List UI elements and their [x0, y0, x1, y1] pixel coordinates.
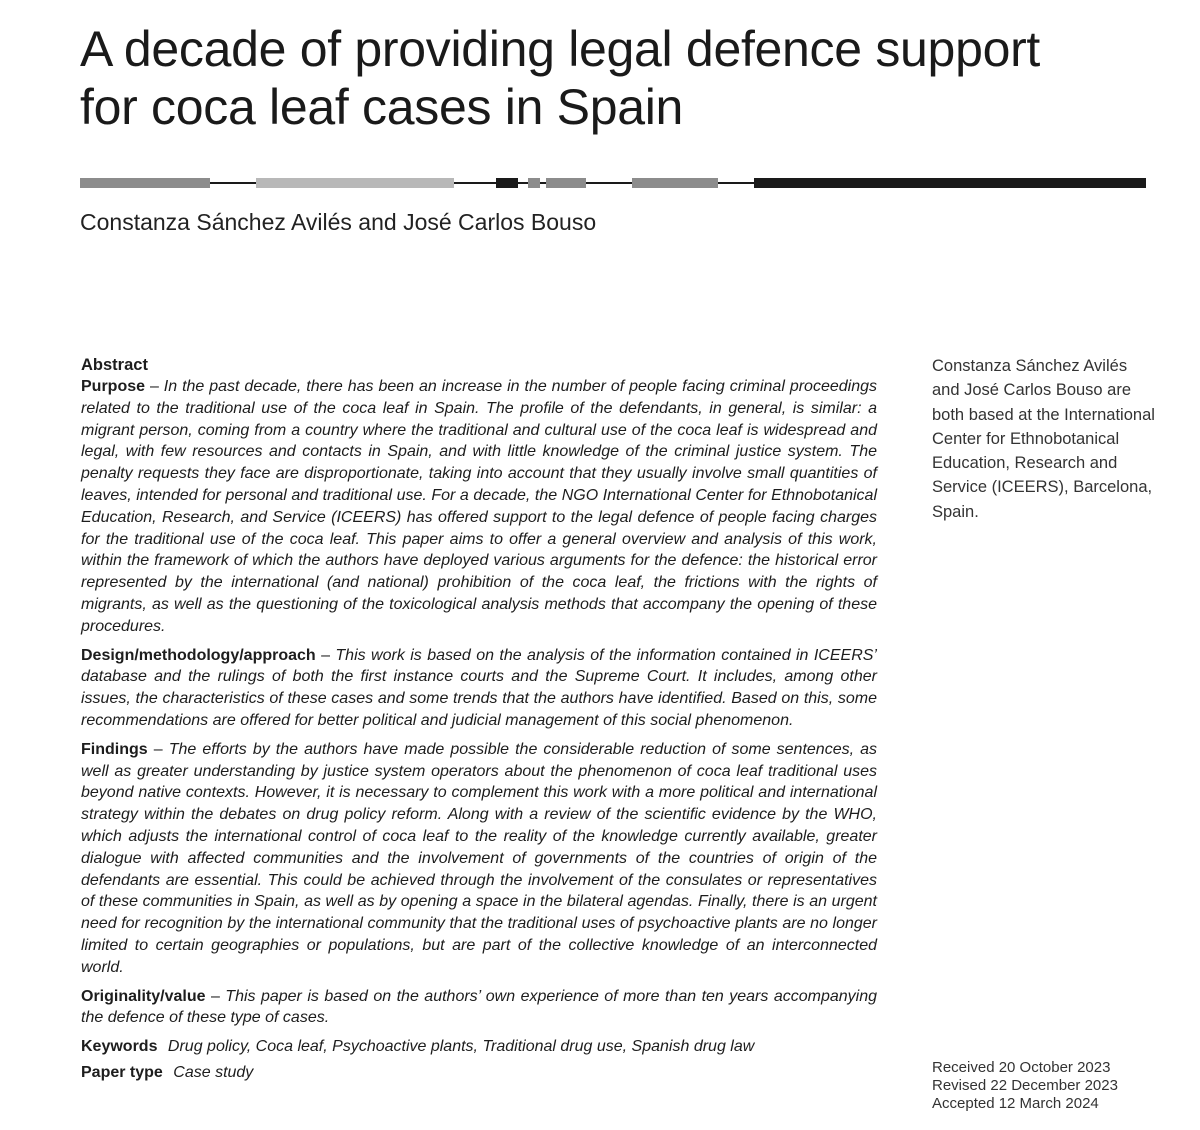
abstract-heading: Abstract: [81, 356, 148, 374]
divider-line: [518, 182, 528, 184]
article-title: A decade of providing legal defence support for coca leaf cases in Spain: [80, 21, 1041, 135]
section-label: Design/methodology/approach: [81, 646, 316, 664]
section-text: The efforts by the authors have made possible the considerable reduction of some sentences, as well as greater understanding by justice system operators about the phenomenon of coca leaf traditional uses beyond native contexts. However, it is necessary to complement this work with a more political and international strategy within the debates on drug policy reform. Along with a review of the scientific evidence by the WHO, which adjusts the international control of coca leaf to the reality of the knowledge currently available, greater dialogue with affected communities and the involvement of governments of the countries of origin of the defendants are essential. This could be achieved through the involvement of the consulates or representatives of these communities in Spain, as well as by opening a space in the bilateral agendas. Finally, there is an urgent need for recognition by the international community that the traditional uses of psychoactive plants are no longer limited to certain geographies or populations, but are part of the collective knowledge of an interconnected world.: [81, 740, 877, 976]
abstract-findings: [81, 739, 877, 979]
abstract-purpose: [81, 376, 877, 638]
paper-type-label: Paper type: [81, 1063, 163, 1081]
paper-type-text: Case study: [173, 1063, 254, 1081]
divider-line: [454, 182, 496, 184]
divider-line: [718, 182, 754, 184]
keywords-text: Drug policy, Coca leaf, Psychoactive plants, Traditional drug use, Spanish drug law: [167, 1038, 755, 1056]
abstract-keywords: [81, 1036, 877, 1058]
abstract: [81, 354, 877, 1088]
section-dash: –: [149, 378, 159, 395]
divider-segment: [546, 178, 586, 188]
divider-line: [586, 182, 632, 184]
abstract-originality: [81, 986, 877, 1030]
section-label: Purpose: [81, 378, 146, 395]
author-affiliation: Constanza Sánchez Avilés and José Carlos Bouso are both based at the International Center for Ethnobotanical Education, Research and Service (ICEERS), Barcelona, Spain.: [932, 357, 1155, 521]
section-label: Findings: [81, 740, 148, 758]
divider-segment: [256, 178, 454, 188]
section-dash: –: [210, 987, 220, 1005]
section-text: This paper is based on the authors’ own experience of more than ten years accompanying the defence of these type of cases.: [81, 987, 877, 1027]
date-revised: Revised 22 December 2023: [932, 1077, 1118, 1094]
section-text: In the past decade, there has been an increase in the number of people facing criminal proceedings related to the traditional use of the coca leaf in Spain. The profile of the defendants, in general, is similar: a migrant person, coming from a country where the traditional and cultural use of the coca leaf is widespread and legal, with few resources and contacts in Spain, and with little knowledge of the criminal justice system. The penalty requests they face are disproportionate, taking into account that they usually involve small quantities of leaves, intended for personal and traditional use. For a decade, the NGO International Center for Ethnobotanical Education, Research, and Service (ICEERS) has offered support to the legal defence of people facing charges for the traditional use of the coca leaf. This paper aims to offer a general overview and analysis of this work, within the framework of which the authors have deployed various arguments for the defence: the historical error represented by the international (and national) prohibition of the coca leaf, the frictions with the rights of migrants, as well as the questioning of the toxicological analysis methods that accompany the opening of these procedures.: [81, 378, 877, 635]
date-accepted: Accepted 12 March 2024: [932, 1095, 1099, 1112]
keywords-label: Keywords: [81, 1038, 158, 1056]
divider-segment: [632, 178, 718, 188]
section-dash: –: [321, 646, 330, 664]
divider-segment: [754, 178, 1146, 188]
title-divider: [80, 178, 1146, 190]
section-dash: –: [153, 740, 163, 758]
divider-segment: [528, 178, 540, 188]
divider-segment: [496, 178, 518, 188]
divider-segment: [80, 178, 210, 188]
date-received: Received 20 October 2023: [932, 1059, 1111, 1076]
section-text: This work is based on the analysis of the information contained in ICEERS’ database and the rulings of both the first instance courts and the Supreme Court. It includes, among other issues, the characteristics of these cases and some trends that the authors have identified. Based on this, some recommendations are offered for better political and judicial management of this social phenomenon.: [81, 646, 877, 729]
abstract-design: [81, 645, 877, 732]
article-authors: Constanza Sánchez Avilés and José Carlos Bouso: [80, 209, 597, 235]
abstract-paper-type: [81, 1062, 877, 1084]
article-dates: [932, 1059, 1162, 1113]
section-label: Originality/value: [81, 987, 206, 1005]
divider-line: [210, 182, 256, 184]
